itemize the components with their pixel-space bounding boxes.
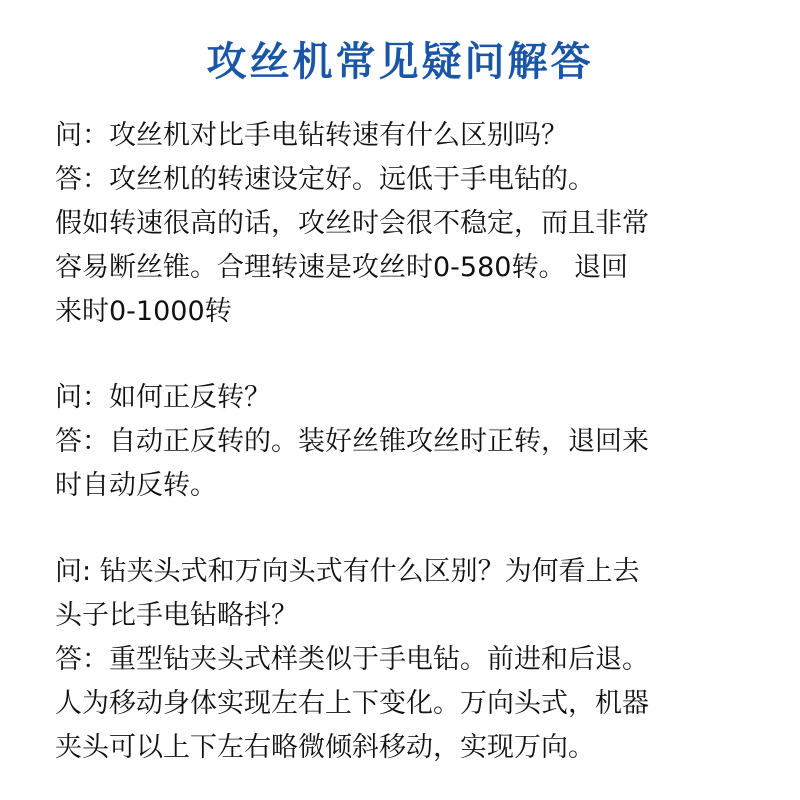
faq-item-rotation bbox=[55, 376, 775, 508]
page-title: 攻丝机常见疑问解答 bbox=[206, 39, 594, 85]
question-line: 头子比手电钻略抖？ bbox=[55, 600, 298, 631]
faq-content bbox=[55, 114, 775, 770]
answer-line: 时自动反转。 bbox=[55, 470, 217, 501]
answer-line: 假如转速很高的话，攻丝时会很不稳定，而且非常 bbox=[55, 208, 649, 239]
answer-line: 答：攻丝机的转速设定好。远低于手电钻的。 bbox=[55, 164, 595, 195]
question-line: 问：攻丝机对比手电钻转速有什么区别吗？ bbox=[55, 120, 568, 151]
answer-line: 来时0-1000转 bbox=[55, 296, 232, 327]
question-line: 问: 钻夹头式和万向头式有什么区别？为何看上去 bbox=[55, 556, 640, 587]
question-line: 问：如何正反转？ bbox=[55, 382, 271, 413]
faq-item-chuck-type bbox=[55, 550, 775, 770]
faq-item-speed bbox=[55, 114, 775, 334]
answer-line: 夹头可以上下左右略微倾斜移动，实现万向。 bbox=[55, 732, 595, 763]
answer-line: 答：重型钻夹头式样类似于手电钻。前进和后退。 bbox=[55, 644, 649, 675]
answer-line: 容易断丝锥。合理转速是攻丝时0-580转。 退回 bbox=[55, 252, 629, 283]
answer-line: 人为移动身体实现左右上下变化。万向头式，机器 bbox=[55, 688, 649, 719]
answer-line: 答：自动正反转的。装好丝锥攻丝时正转，退回来 bbox=[55, 426, 649, 457]
